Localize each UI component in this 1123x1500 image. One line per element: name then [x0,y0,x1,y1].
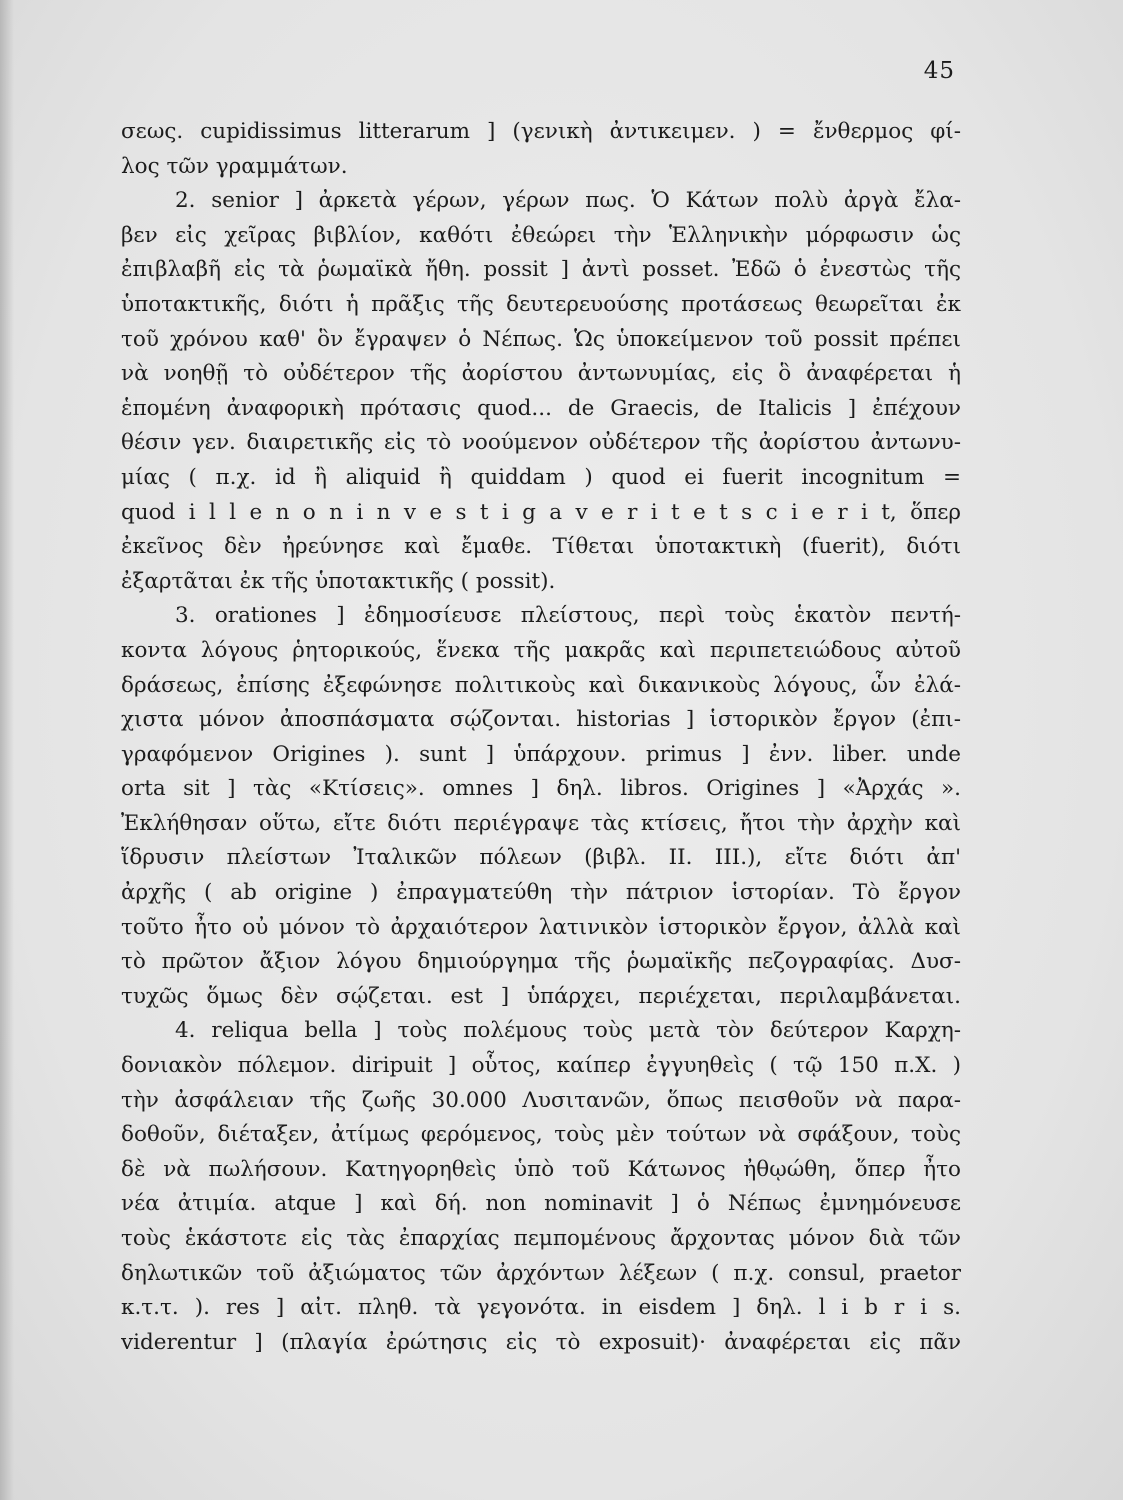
text-line: ἵδρυσιν πλείστων Ἰταλικῶν πόλεων (βιβλ. II. III.), εἴτε διότι ἀπ' [121,845,961,871]
text-line: τοῦ χρόνου καθ' ὃν ἔγραψεν ὁ Νέπως. Ὡς ὑποκείμενον τοῦ possit πρέπει [121,326,961,352]
text-line: δηλωτικῶν τοῦ ἀξιώματος τῶν ἀρχόντων λέξεων ( π.χ. consul, praetor [121,1260,961,1286]
text-line: τυχῶς ὅμως δὲν σῴζεται. est ] ὑπάρχει, περιέχεται, περιλαμβάνεται. [121,983,961,1009]
text-line: δὲ νὰ πωλήσουν. Κατηγορηθεὶς ὑπὸ τοῦ Κάτωνος ἠθῳώθη, ὅπερ ἦτο [121,1156,961,1182]
text-line: κ.τ.τ. ). res ] αἰτ. πληθ. τὰ γεγονότα. in eisdem ] δηλ. l i b r i s. [121,1295,961,1321]
text-line: θέσιν γεν. διαιρετικῆς εἰς τὸ νοούμενον οὐδέτερον τῆς ἀορίστου ἀντωνυ- [121,430,961,456]
text-line: ἑπομένη ἀναφορικὴ πρότασις quod... de Graecis, de Italicis ] ἐπέχουν [121,395,961,421]
text-line: ἐξαρτᾶται ἐκ τῆς ὑποτακτικῆς ( possit). [121,568,556,594]
text-line: 3. orationes ] ἐδημοσίευσε πλείστους, περὶ τοὺς ἑκατὸν πεντή- [175,603,961,629]
text-line: δονιακὸν πόλεμον. diripuit ] οὗτος, καίπερ ἐγγυηθεὶς ( τῷ 150 π.Χ. ) [121,1053,961,1079]
text-line: δοθοῦν, διέταξεν, ἀτίμως φερόμενος, τοὺς μὲν τούτων νὰ σφάξουν, τοὺς [121,1122,961,1148]
text-line: λος τῶν γραμμάτων. [121,153,348,179]
text-line: τοὺς ἑκάστοτε εἰς τὰς ἐπαρχίας πεμπομένους ἄρχοντας μόνον διὰ τῶν [121,1226,961,1251]
text-line: νέα ἀτιμία. atque ] καὶ δή. non nominavit ] ὁ Νέπως ἐμνημόνευσε [121,1191,961,1217]
text-line: 2. senior ] ἀρκετὰ γέρων, γέρων πως. Ὁ Κάτων πολὺ ἀργὰ ἔλα- [175,188,961,214]
text-line: νὰ νοηθῇ τὸ οὐδέτερον τῆς ἀορίστου ἀντωνυμίας, εἰς ὃ ἀναφέρεται ἡ [121,361,961,387]
text-line: Ἐκλήθησαν οὕτω, εἴτε διότι περιέγραψε τὰς κτίσεις, ἤτοι τὴν ἀρχὴν καὶ [121,810,961,836]
text-line: δράσεως, ἐπίσης ἐξεφώνησε πολιτικοὺς καὶ δικανικοὺς λόγους, ὧν ἐλά- [121,672,961,698]
text-line: κοντα λόγους ῥητορικούς, ἕνεκα τῆς μακρᾶς καὶ περιπετειώδους αὐτοῦ [121,637,961,663]
text-line: τὴν ἀσφάλειαν τῆς ζωῆς 30.000 Λυσιτανῶν, ὅπως πεισθοῦν νὰ παρα- [121,1087,961,1113]
text-line: ἀρχῆς ( ab origine ) ἐπραγματεύθη τὴν πάτριον ἱστορίαν. Τὸ ἔργον [121,880,961,906]
text-line: ὑποτακτικῆς, διότι ἡ πρᾶξις τῆς δευτερευούσης προτάσεως θεωρεῖται ἐκ [121,291,961,317]
text-line: τοῦτο ἦτο οὐ μόνον τὸ ἀρχαιότερον λατινικὸν ἱστορικὸν ἔργον, ἀλλὰ καὶ [121,914,961,940]
text-line: σεως. cupidissimus litterarum ] (γενικὴ ἀντικειμεν. ) = ἔνθερμος φί- [121,119,961,144]
page-number: 45 [923,58,955,84]
text-line: τὸ πρῶτον ἄξιον λόγου δημιούργημα τῆς ῥωμαϊκῆς πεζογραφίας. Δυσ- [121,949,961,975]
text-line: βεν εἰς χεῖρας βιβλίον, καθότι ἐθεώρει τὴν Ἑλληνικὴν μόρφωσιν ὡς [121,222,961,248]
text-line: quod i l l e n o n i n v e s t i g a v e r i t e t s c i e r i t, ὅπερ [121,499,961,525]
commentary-text-block [121,115,961,1360]
text-line: orta sit ] τὰς «Κτίσεις». omnes ] δηλ. libros. Origines ] «Ἀρχάς ». [121,776,961,802]
text-line: 4. reliqua bella ] τοὺς πολέμους τοὺς μετὰ τὸν δεύτερον Καρχη- [175,1018,961,1044]
text-line: viderentur ] (πλαγία ἐρώτησις εἰς τὸ exposuit)· ἀναφέρεται εἰς πᾶν [121,1329,961,1355]
page-edge-shadow [0,0,14,1500]
text-line: μίας ( π.χ. id ἢ aliquid ἢ quiddam ) quod ei fuerit incognitum = [121,464,961,490]
text-line: ἐπιβλαβῆ εἰς τὰ ῥωμαϊκὰ ἤθη. possit ] ἀντὶ posset. Ἐδῶ ὁ ἐνεστὼς τῆς [121,257,961,283]
text-line: γραφόμενον Origines ). sunt ] ὑπάρχουν. primus ] ἐνν. liber. unde [121,741,961,767]
text-line: χιστα μόνον ἀποσπάσματα σῴζονται. historias ] ἱστορικὸν ἔργον (ἐπι- [121,707,961,733]
text-line: ἐκεῖνος δὲν ἠρεύνησε καὶ ἔμαθε. Τίθεται ὑποτακτικὴ (fuerit), διότι [121,534,961,560]
